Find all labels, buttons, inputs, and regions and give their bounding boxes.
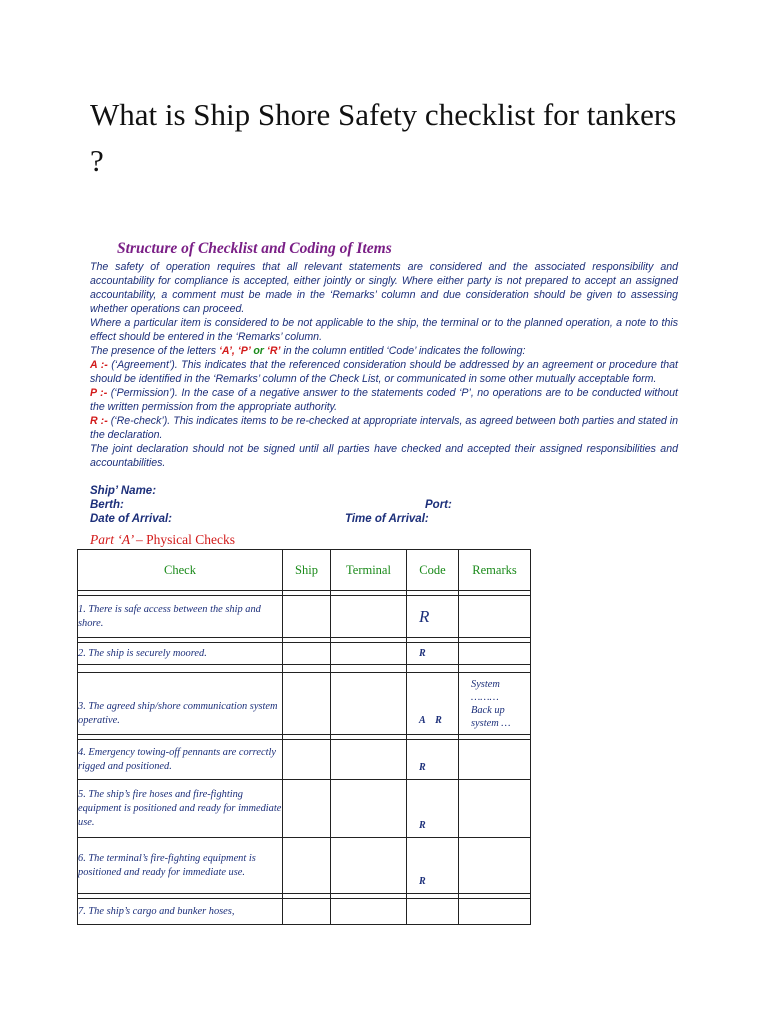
page-title: What is Ship Shore Safety checklist for tankers ?	[90, 97, 677, 178]
table-row	[78, 673, 531, 735]
paragraph-code-r	[90, 414, 678, 442]
ship-cell[interactable]	[283, 596, 331, 638]
paragraph-declaration: The joint declaration should not be signed until all parties have checked and accepted their assigned responsibilities and accountabilities.	[90, 443, 678, 469]
check-cell: 2. The ship is securely moored.	[78, 643, 283, 665]
row-spacer	[78, 665, 531, 673]
code-p-mention: ‘P’	[237, 345, 254, 357]
codes-outro: in the column entitled ‘Code’ indicates the following:	[280, 345, 526, 357]
code-cell: R	[407, 740, 459, 780]
paragraph-not-applicable: Where a particular item is considered to be not applicable to the ship, the terminal or to the planned operation, a note to this effect should be entered in the ‘Remarks’ column.	[90, 317, 678, 343]
code-a-mention: ‘A’,	[218, 345, 238, 357]
remarks-line: ………	[471, 691, 499, 703]
code-r-text: (‘Re-check’). This indicates items to be re-checked at appropriate intervals, as agreed between both parties and stated in the declaration.	[90, 415, 679, 441]
ship-cell[interactable]	[283, 740, 331, 780]
ship-cell[interactable]	[283, 838, 331, 894]
check-cell: 1. There is safe access between the ship and shore.	[78, 596, 283, 638]
code-a-label: A :-	[90, 359, 112, 371]
part-a-prefix: Part ‘A’	[90, 532, 136, 547]
header-check: Check	[78, 550, 283, 591]
codes-or: or	[253, 345, 267, 357]
remarks-cell[interactable]	[459, 838, 531, 894]
remarks-line: system …	[471, 717, 511, 729]
check-cell: 4. Emergency towing-off pennants are correctly rigged and positioned.	[78, 740, 283, 780]
code-p-text: (‘Permission’). In the case of a negative answer to the statements coded ‘P’, no operations are to be conducted without the written permission from the appropriate authority.	[90, 387, 678, 413]
remarks-line: System	[471, 678, 500, 690]
section-heading: Structure of Checklist and Coding of Items	[117, 240, 392, 257]
physical-checks-table	[77, 549, 531, 925]
code-r-label: R :-	[90, 415, 111, 427]
table-row	[78, 643, 531, 665]
codes-intro: The presence of the letters	[90, 345, 219, 357]
code-p-label: P :-	[90, 387, 111, 399]
paragraph-code-p	[90, 386, 678, 414]
terminal-cell[interactable]	[331, 838, 407, 894]
header-code: Code	[407, 550, 459, 591]
remarks-cell[interactable]	[459, 740, 531, 780]
terminal-cell[interactable]	[331, 643, 407, 665]
terminal-cell[interactable]	[331, 780, 407, 838]
paragraph-safety: The safety of operation requires that all relevant statements are considered and the associated responsibility and accountability for compliance is accepted, either jointly or singly. Where either party is not prepared to accept an assigned accountability, a comment must be made in the ‘Remarks’ column and due consideration should be given to assessing whether operations can proceed.	[90, 261, 678, 315]
code-cell: R	[407, 780, 459, 838]
paragraph-codes	[90, 344, 678, 358]
table-row	[78, 780, 531, 838]
berth-label: Berth:	[90, 499, 124, 511]
check-cell: 3. The agreed ship/shore communication system operative.	[78, 673, 283, 735]
table-row	[78, 740, 531, 780]
remarks-cell[interactable]	[459, 673, 531, 735]
table-row	[78, 899, 531, 925]
intro-text	[90, 260, 678, 470]
check-cell: 5. The ship’s fire hoses and fire-fighting equipment is positioned and ready for immediate use.	[78, 780, 283, 838]
remarks-line: Back up	[471, 704, 505, 716]
terminal-cell[interactable]	[331, 740, 407, 780]
code-cell: R	[407, 838, 459, 894]
header-remarks: Remarks	[459, 550, 531, 591]
code-cell	[407, 673, 459, 735]
code-r-mention: ‘R’	[266, 345, 281, 357]
ship-cell[interactable]	[283, 780, 331, 838]
terminal-cell[interactable]	[331, 673, 407, 735]
part-a-title	[90, 532, 235, 548]
remarks-cell[interactable]	[459, 643, 531, 665]
date-of-arrival-label: Date of Arrival:	[90, 513, 173, 525]
code-value: A R	[419, 715, 442, 726]
paragraph-code-a	[90, 358, 678, 386]
port-label: Port:	[425, 499, 452, 511]
remarks-cell[interactable]	[459, 780, 531, 838]
code-cell	[407, 899, 459, 925]
code-cell: R	[407, 643, 459, 665]
remarks-cell[interactable]	[459, 899, 531, 925]
header-ship: Ship	[283, 550, 331, 591]
check-cell: 6. The terminal’s fire-fighting equipment is positioned and ready for immediate use.	[78, 838, 283, 894]
table-header-row	[78, 550, 531, 591]
table-row	[78, 596, 531, 638]
ship-cell[interactable]	[283, 673, 331, 735]
part-a-rest: – Physical Checks	[136, 532, 235, 547]
check-cell: 7. The ship’s cargo and bunker hoses,	[78, 899, 283, 925]
header-terminal: Terminal	[331, 550, 407, 591]
code-a-text: (‘Agreement’). This indicates that the referenced consideration should be addressed by an agreement or procedure that should be identified in the ‘Remarks’ column of the Check List, or communicated in some other mutually acceptable form.	[90, 359, 678, 385]
ship-cell[interactable]	[283, 899, 331, 925]
table-row	[78, 838, 531, 894]
ship-name-label: Ship’ Name:	[90, 485, 157, 497]
terminal-cell[interactable]	[331, 899, 407, 925]
code-cell	[407, 596, 459, 638]
remarks-cell[interactable]	[459, 596, 531, 638]
code-value: R	[419, 606, 430, 626]
ship-cell[interactable]	[283, 643, 331, 665]
time-of-arrival-label: Time of Arrival:	[345, 513, 429, 525]
terminal-cell[interactable]	[331, 596, 407, 638]
